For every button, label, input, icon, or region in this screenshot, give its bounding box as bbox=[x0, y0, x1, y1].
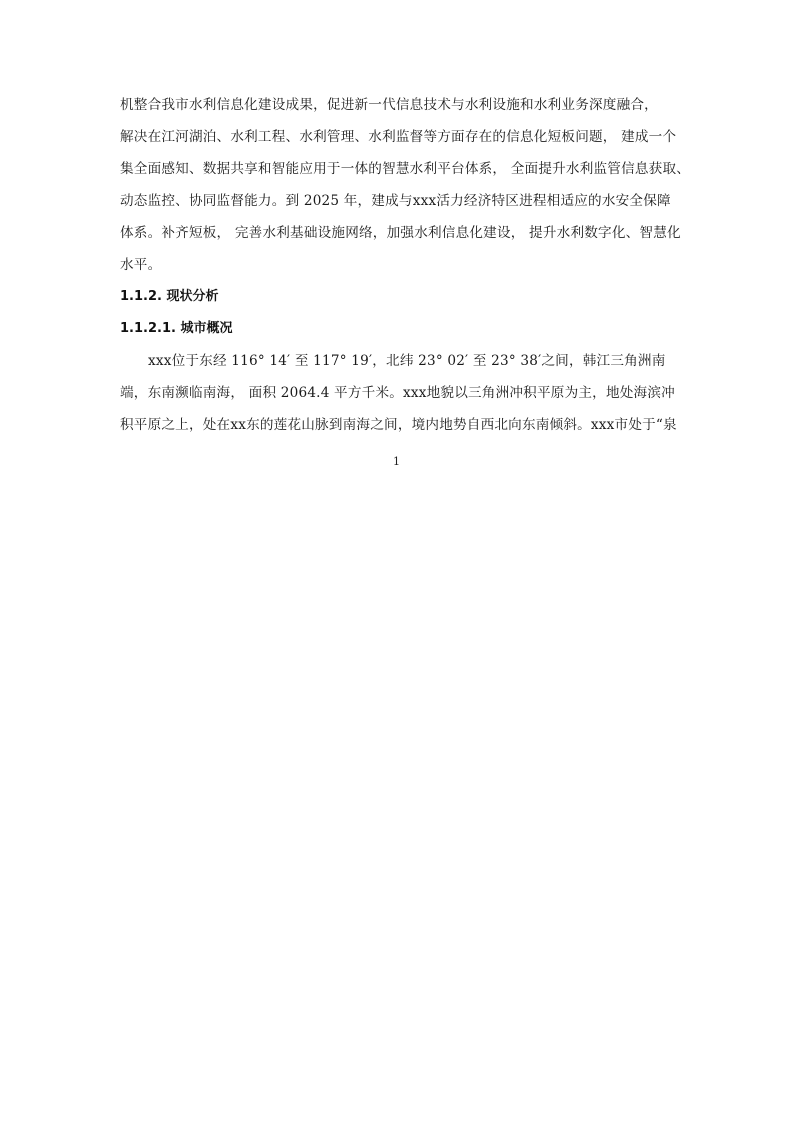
paragraph-line: 集全面感知、数据共享和智能应用于一体的智慧水利平台体系， 全面提升水利监管信息获取、 bbox=[120, 161, 691, 177]
paragraph-intro bbox=[120, 89, 691, 281]
paragraph-line: 积平原之上，处在xx东的莲花山脉到南海之间，境内地势自西北向东南倾斜。xxx市处于“泉 bbox=[120, 417, 677, 433]
paragraph-line: 水平。 bbox=[120, 257, 162, 273]
paragraph-line: 端，东南濒临南海， 面积 2064.4 平方千米。xxx地貌以三角洲冲积平原为主，地处海滨冲 bbox=[120, 385, 675, 401]
paragraph-line: xxx位于东经 116° 14′ 至 117° 19′，北纬 23° 02′ 至 23° 38′之间，韩江三角洲南 bbox=[148, 353, 666, 369]
page-body bbox=[120, 89, 691, 441]
paragraph-line: 解决在江河湖泊、水利工程、水利管理、水利监督等方面存在的信息化短板问题， 建成一个 bbox=[120, 129, 677, 145]
paragraph-line: 动态监控、协同监督能力。到 2025 年，建成与xxx活力经济特区进程相适应的水安全保障 bbox=[120, 193, 671, 209]
paragraph-line: 机整合我市水利信息化建设成果，促进新一代信息技术与水利设施和水利业务深度融合， bbox=[120, 97, 658, 113]
page-number: 1 bbox=[393, 455, 400, 468]
subsection-heading: 1.1.2.1. 城市概况 bbox=[120, 321, 233, 336]
paragraph-line: 体系。补齐短板， 完善水利基础设施网络，加强水利信息化建设， 提升水利数字化、智慧化 bbox=[120, 225, 681, 241]
section-heading: 1.1.2. 现状分析 bbox=[120, 289, 219, 304]
paragraph-city-overview bbox=[120, 345, 680, 441]
